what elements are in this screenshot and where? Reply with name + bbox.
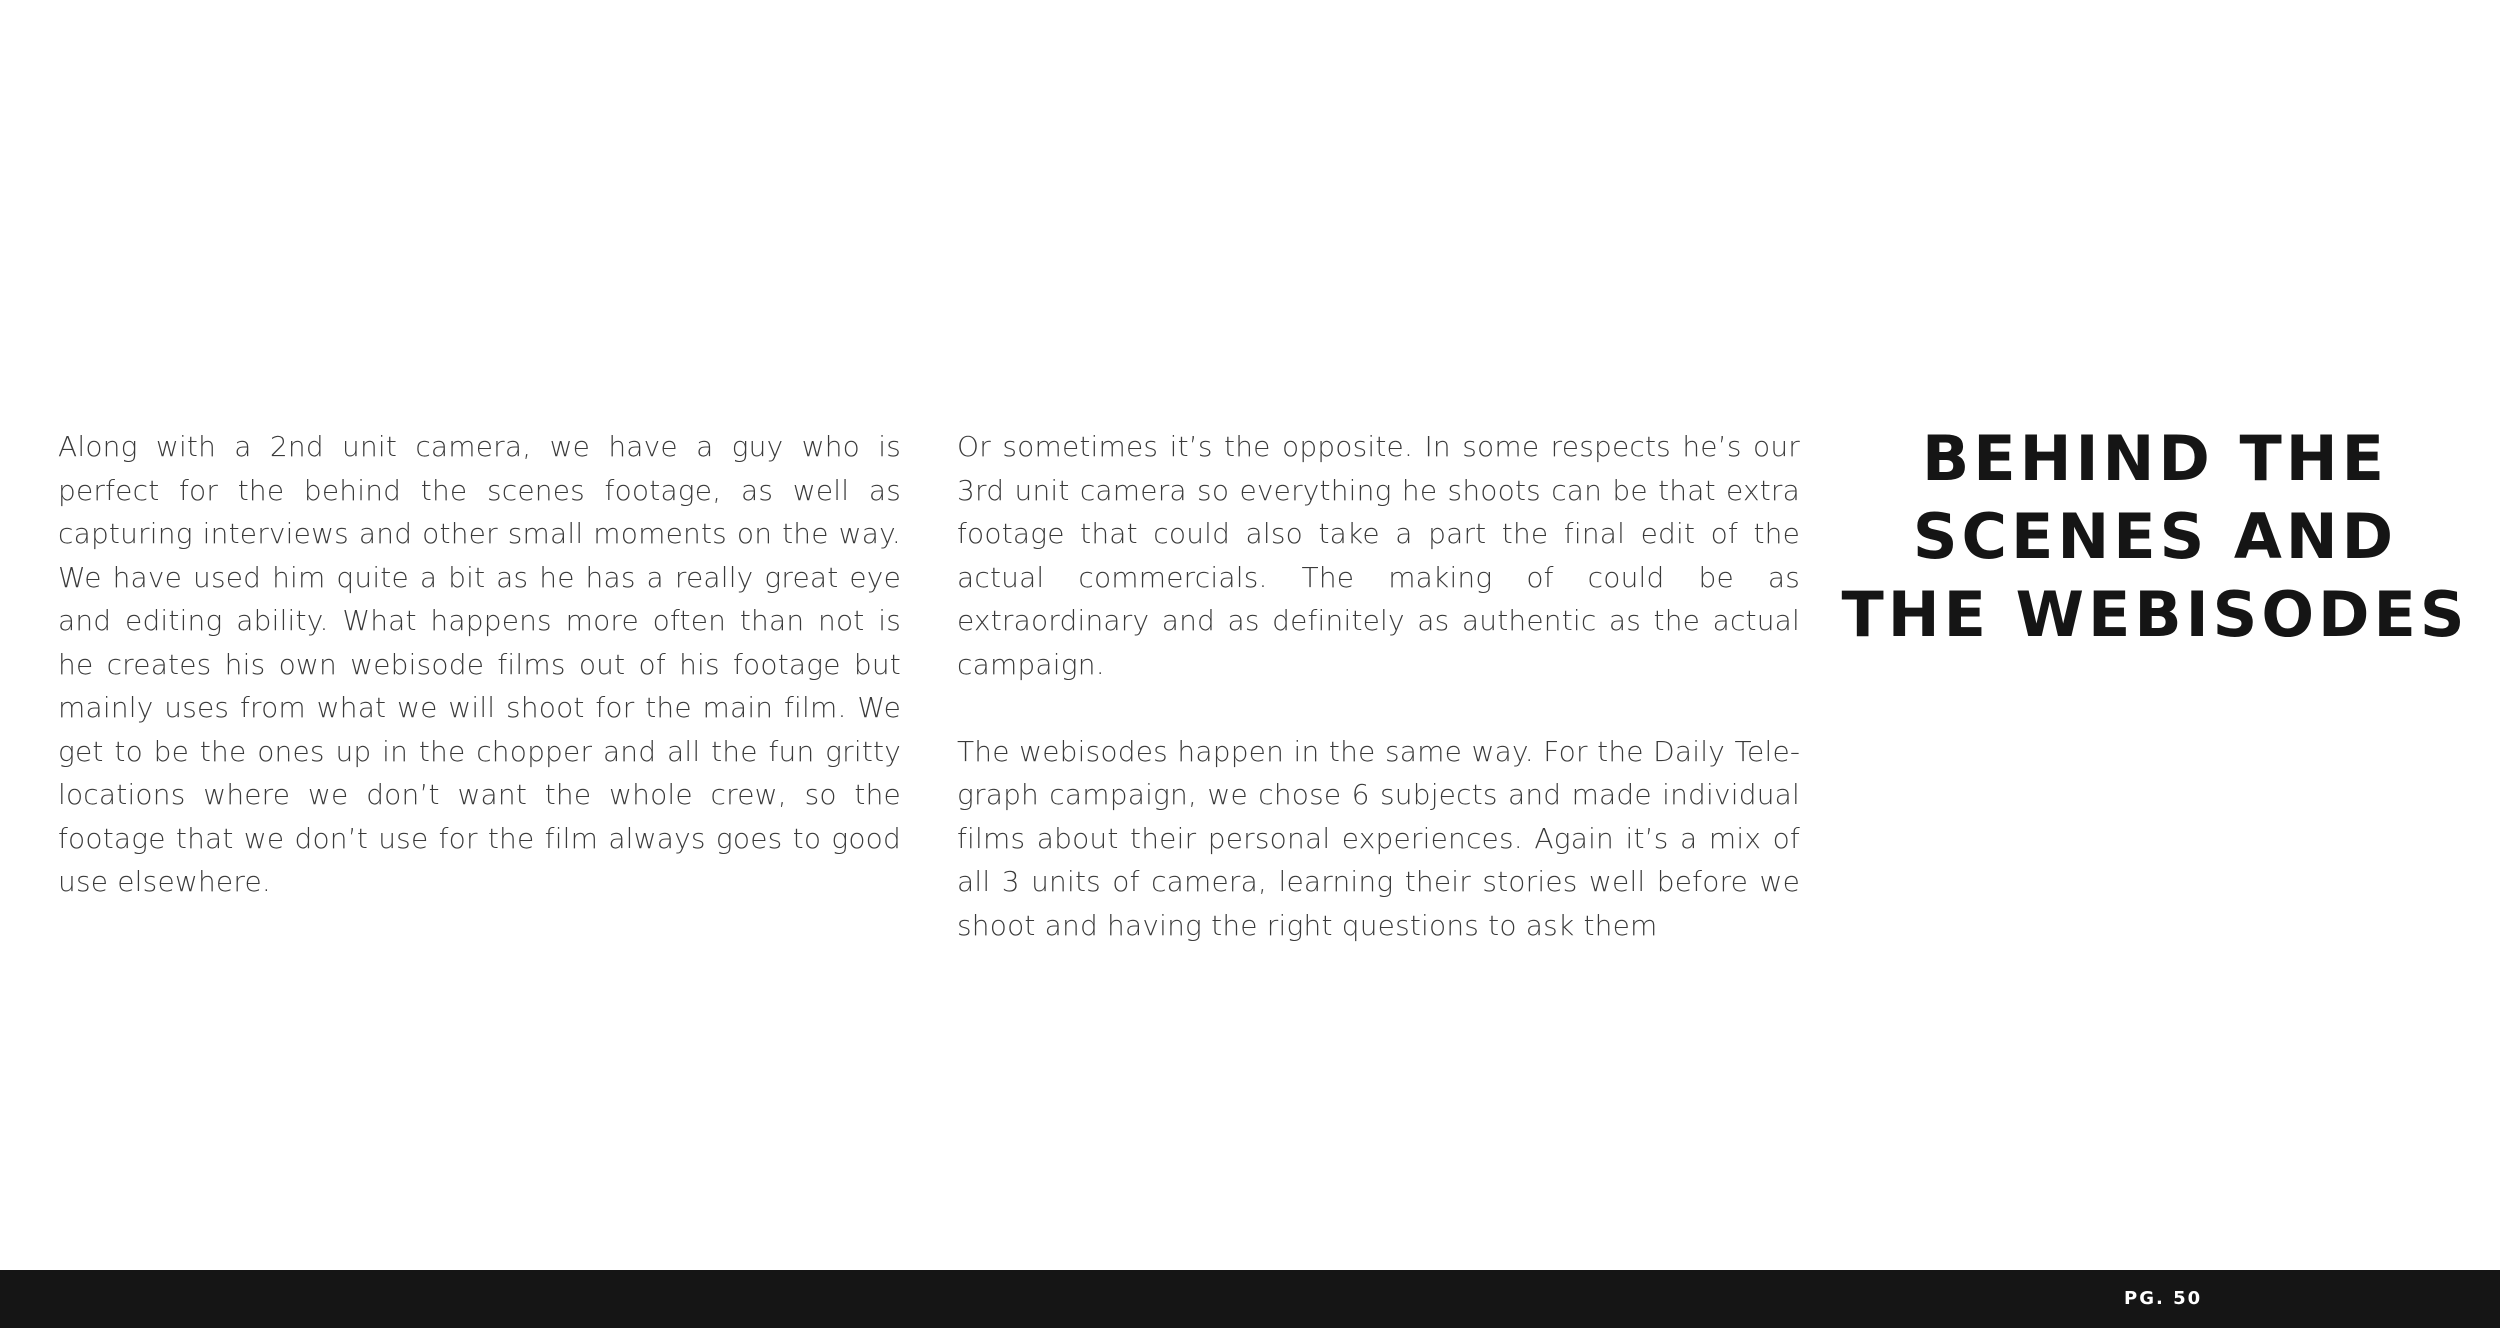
body-paragraph: Or sometimes it’s the opposite. In some respects he’s our 3rd unit camera so everything he shoots can be that extra footage that could also take a part the final edit of the actual commercials. The making of could be as extraordinary and as definitely as authentic as the actual campaign. <box>957 430 1800 681</box>
body-column-left <box>58 425 901 904</box>
footer-bar <box>0 1270 2500 1328</box>
body-paragraph: The webisodes happen in the same way. For the Daily Telegraph campaign, we chose 6 subjects and made individual films about their personal experiences. Again it’s a mix of all 3 units of camera, learning their stories well before we shoot and having the right questions to ask them <box>957 734 1800 942</box>
body-paragraph: Along with a 2nd unit camera, we have a guy who is perfect for the behind the scenes footage, as well as capturing interviews and other small moments on the way. We have used him quite a bit as he has a really great eye and editing ability. What happens more often than not is he creates his own webisode films out of his footage but mainly uses from what we will shoot for the main film. We get to be the ones up in the chopper and all the fun gritty locations where we don’t want the whole crew, so the footage that we don’t use for the film always goes to good use elsewhere. <box>58 430 901 898</box>
section-heading: BEHIND THE SCENES AND THE WEBISODES <box>1841 422 2469 651</box>
page-number: PG. 50 <box>2124 1288 2203 1309</box>
body-column-middle <box>957 425 1800 947</box>
